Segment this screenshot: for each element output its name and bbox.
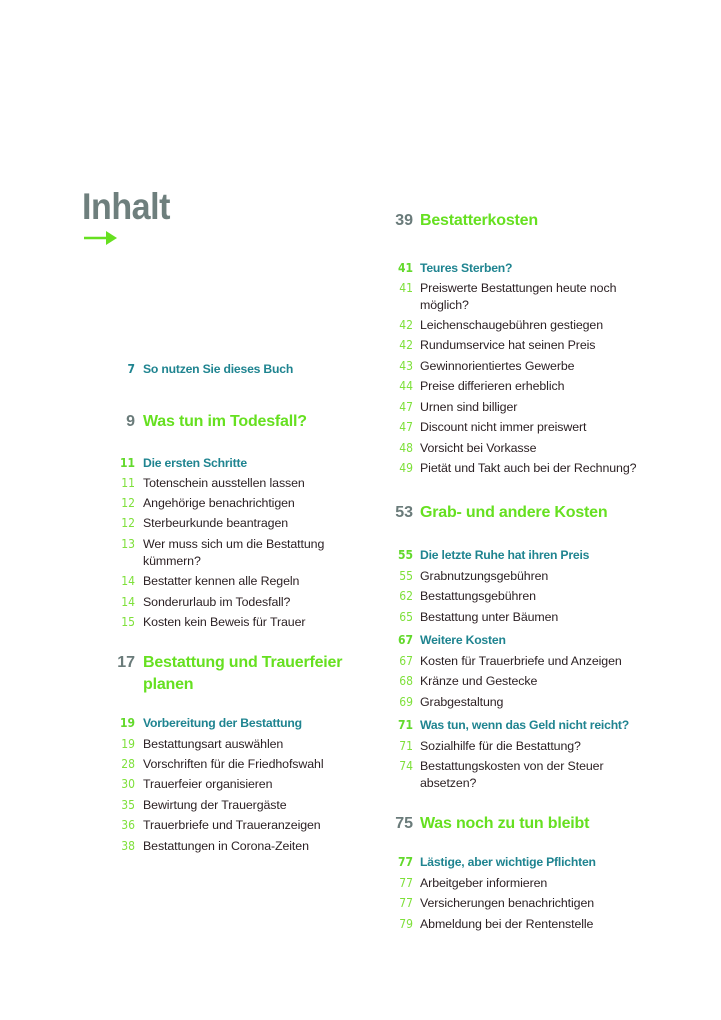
page-number: 30 (121, 777, 135, 791)
toc-section[interactable] (105, 456, 247, 470)
page-number: 55 (399, 569, 413, 583)
page-number: 42 (399, 318, 413, 332)
toc-label: Sterbeurkunde beantragen (143, 516, 289, 530)
page-number: 75 (395, 815, 413, 832)
toc-label: Die ersten Schritte (143, 456, 247, 470)
toc-section[interactable] (383, 855, 596, 869)
toc-label: Trauerfeier organisieren (143, 777, 273, 791)
page-number: 9 (126, 413, 135, 430)
toc-label: Bestattungen in Corona-Zeiten (143, 839, 309, 853)
toc-label: Wer muss sich um die Bestattung kümmern? (143, 537, 325, 568)
toc-chapter[interactable] (383, 502, 607, 524)
page-number: 7 (127, 362, 135, 376)
toc-label: Urnen sind billiger (420, 400, 518, 414)
toc-label: Pietät und Takt auch bei der Rechnung? (420, 461, 637, 475)
toc-entry[interactable] (383, 695, 503, 709)
toc-label: Gewinnorientiertes Gewerbe (420, 359, 575, 373)
page-number: 48 (399, 441, 413, 455)
toc-entry[interactable] (383, 569, 548, 583)
toc-label: Vorschriften für die Friedhofswahl (143, 757, 324, 771)
toc-entry[interactable] (383, 917, 593, 931)
toc-label: Rundumservice hat seinen Preis (420, 338, 596, 352)
page-number: 68 (399, 674, 413, 688)
toc-entry[interactable] (105, 574, 299, 588)
toc-label: Vorbereitung der Bestattung (143, 716, 302, 730)
toc-entry[interactable] (105, 818, 321, 832)
toc-label: Kosten kein Beweis für Trauer (143, 615, 306, 629)
toc-entry[interactable] (105, 798, 287, 812)
toc-entry[interactable] (105, 595, 290, 609)
page-number: 79 (399, 917, 413, 931)
page-number: 77 (399, 876, 413, 890)
toc-entry[interactable] (383, 400, 517, 414)
page-number: 47 (399, 420, 413, 434)
toc-entry[interactable] (105, 615, 305, 629)
page-number: 11 (119, 456, 135, 470)
page-number: 11 (121, 476, 135, 490)
page-number: 14 (121, 574, 135, 588)
page-title: Inhalt (82, 186, 171, 227)
toc-label: Grab- und andere Kosten (420, 504, 608, 521)
toc-section[interactable] (105, 716, 302, 730)
toc-entry[interactable] (383, 280, 620, 314)
page-number: 49 (399, 461, 413, 475)
toc-label: Leichenschaugebühren gestiegen (420, 318, 604, 332)
toc-label: Angehörige benachrichtigen (143, 496, 295, 510)
toc-label: Was tun, wenn das Geld nicht reicht? (420, 718, 630, 732)
toc-label: Bestattung unter Bäumen (420, 610, 559, 624)
page-number: 67 (399, 654, 413, 668)
toc-label: Bestattungsart auswählen (143, 737, 284, 751)
toc-label: Discount nicht immer preiswert (420, 420, 587, 434)
page-number: 38 (121, 839, 135, 853)
page-number: 35 (121, 798, 135, 812)
page-number: 39 (395, 212, 413, 229)
toc-label: Teures Sterben? (420, 261, 513, 275)
page-number: 41 (399, 281, 413, 295)
page-number: 77 (397, 855, 413, 869)
page-number: 43 (399, 359, 413, 373)
toc-label: So nutzen Sie dieses Buch (143, 362, 294, 376)
toc-entry[interactable] (383, 420, 586, 434)
toc-entry[interactable] (105, 777, 272, 791)
toc-entry[interactable] (383, 610, 558, 624)
toc-section[interactable] (383, 261, 512, 275)
toc-entry[interactable] (383, 359, 574, 373)
toc-label: Trauerbriefe und Traueranzeigen (143, 818, 321, 832)
toc-label: Preise differieren erheblich (420, 379, 565, 393)
toc-label: Die letzte Ruhe hat ihren Preis (420, 548, 590, 562)
toc-entry[interactable] (383, 739, 581, 753)
page-number: 36 (121, 818, 135, 832)
toc-label: Grabnutzungsgebühren (420, 569, 549, 583)
page-number: 19 (121, 737, 135, 751)
page-number: 53 (395, 504, 413, 521)
toc-entry[interactable] (105, 839, 309, 853)
toc-entry[interactable] (383, 441, 536, 455)
toc-label: Bestattungskosten von der Steuer absetzen? (420, 759, 604, 790)
toc-section[interactable] (383, 718, 629, 732)
toc-label: Kränze und Gestecke (420, 674, 538, 688)
page-number: 41 (397, 261, 413, 275)
toc-chapter[interactable] (383, 813, 589, 835)
toc-label: Bestattung und Trauerfeier planen (143, 654, 343, 693)
page-number: 65 (399, 610, 413, 624)
toc-label: Totenschein ausstellen lassen (143, 476, 305, 490)
page-number: 71 (399, 739, 413, 753)
toc-entry[interactable] (105, 737, 283, 751)
page-number: 47 (399, 400, 413, 414)
toc-entry[interactable] (105, 496, 295, 510)
page-number: 77 (399, 896, 413, 910)
page-number: 12 (121, 496, 135, 510)
toc-entry[interactable] (383, 876, 547, 890)
toc-label: Lästige, aber wichtige Pflichten (420, 855, 596, 869)
toc-entry[interactable] (383, 338, 595, 352)
toc-entry[interactable] (105, 757, 323, 771)
toc-section[interactable] (383, 633, 506, 647)
toc-label: Sozialhilfe für die Bestattung? (420, 739, 581, 753)
toc-label: Was tun im Todesfall? (143, 413, 307, 430)
toc-label: Bestatterkosten (420, 212, 538, 229)
page-number: 44 (399, 379, 413, 393)
page-number: 19 (119, 716, 135, 730)
right-arrow-icon (84, 230, 118, 246)
toc-entry[interactable] (383, 896, 594, 910)
toc-label: Weitere Kosten (420, 633, 506, 647)
toc-entry[interactable] (383, 318, 603, 332)
toc-entry[interactable] (383, 758, 620, 792)
toc-label: Was noch zu tun bleibt (420, 815, 590, 832)
page-number: 62 (399, 589, 413, 603)
toc-entry[interactable] (383, 379, 564, 393)
toc-label: Bestatter kennen alle Regeln (143, 574, 300, 588)
toc-section[interactable] (383, 548, 589, 562)
toc-label: Preiswerte Bestattungen heute noch möglich? (420, 281, 617, 312)
toc-chapter[interactable] (383, 210, 538, 232)
toc-entry[interactable] (105, 536, 343, 570)
page-number: 67 (397, 633, 413, 647)
page-number: 12 (121, 516, 135, 530)
page-number: 17 (117, 654, 135, 671)
page-number: 13 (121, 537, 135, 551)
toc-chapter[interactable] (105, 411, 353, 433)
toc-entry[interactable] (383, 654, 622, 668)
toc-label: Vorsicht bei Vorkasse (420, 441, 537, 455)
toc-label: Grabgestaltung (420, 695, 504, 709)
page-number: 15 (121, 615, 135, 629)
toc-label: Kosten für Trauerbriefe und Anzeigen (420, 654, 622, 668)
page-number: 74 (399, 759, 413, 773)
page-number: 28 (121, 757, 135, 771)
toc-intro[interactable] (105, 362, 293, 376)
toc-entry[interactable] (383, 674, 537, 688)
page-number: 69 (399, 695, 413, 709)
toc-label: Bewirtung der Trauergäste (143, 798, 287, 812)
toc-entry[interactable] (105, 516, 288, 530)
toc-entry[interactable] (383, 589, 536, 603)
page-number: 55 (397, 548, 413, 562)
toc-label: Versicherungen benachrichtigen (420, 896, 595, 910)
page-number: 14 (121, 595, 135, 609)
toc-label: Abmeldung bei der Rentenstelle (420, 917, 594, 931)
page-number: 71 (397, 718, 413, 732)
toc-label: Sonderurlaub im Todesfall? (143, 595, 291, 609)
toc-chapter[interactable] (105, 652, 353, 696)
toc-label: Bestattungsgebühren (420, 589, 536, 603)
toc-entry[interactable] (383, 461, 636, 475)
page-number: 42 (399, 338, 413, 352)
toc-entry[interactable] (105, 476, 305, 490)
toc-label: Arbeitgeber informieren (420, 876, 548, 890)
